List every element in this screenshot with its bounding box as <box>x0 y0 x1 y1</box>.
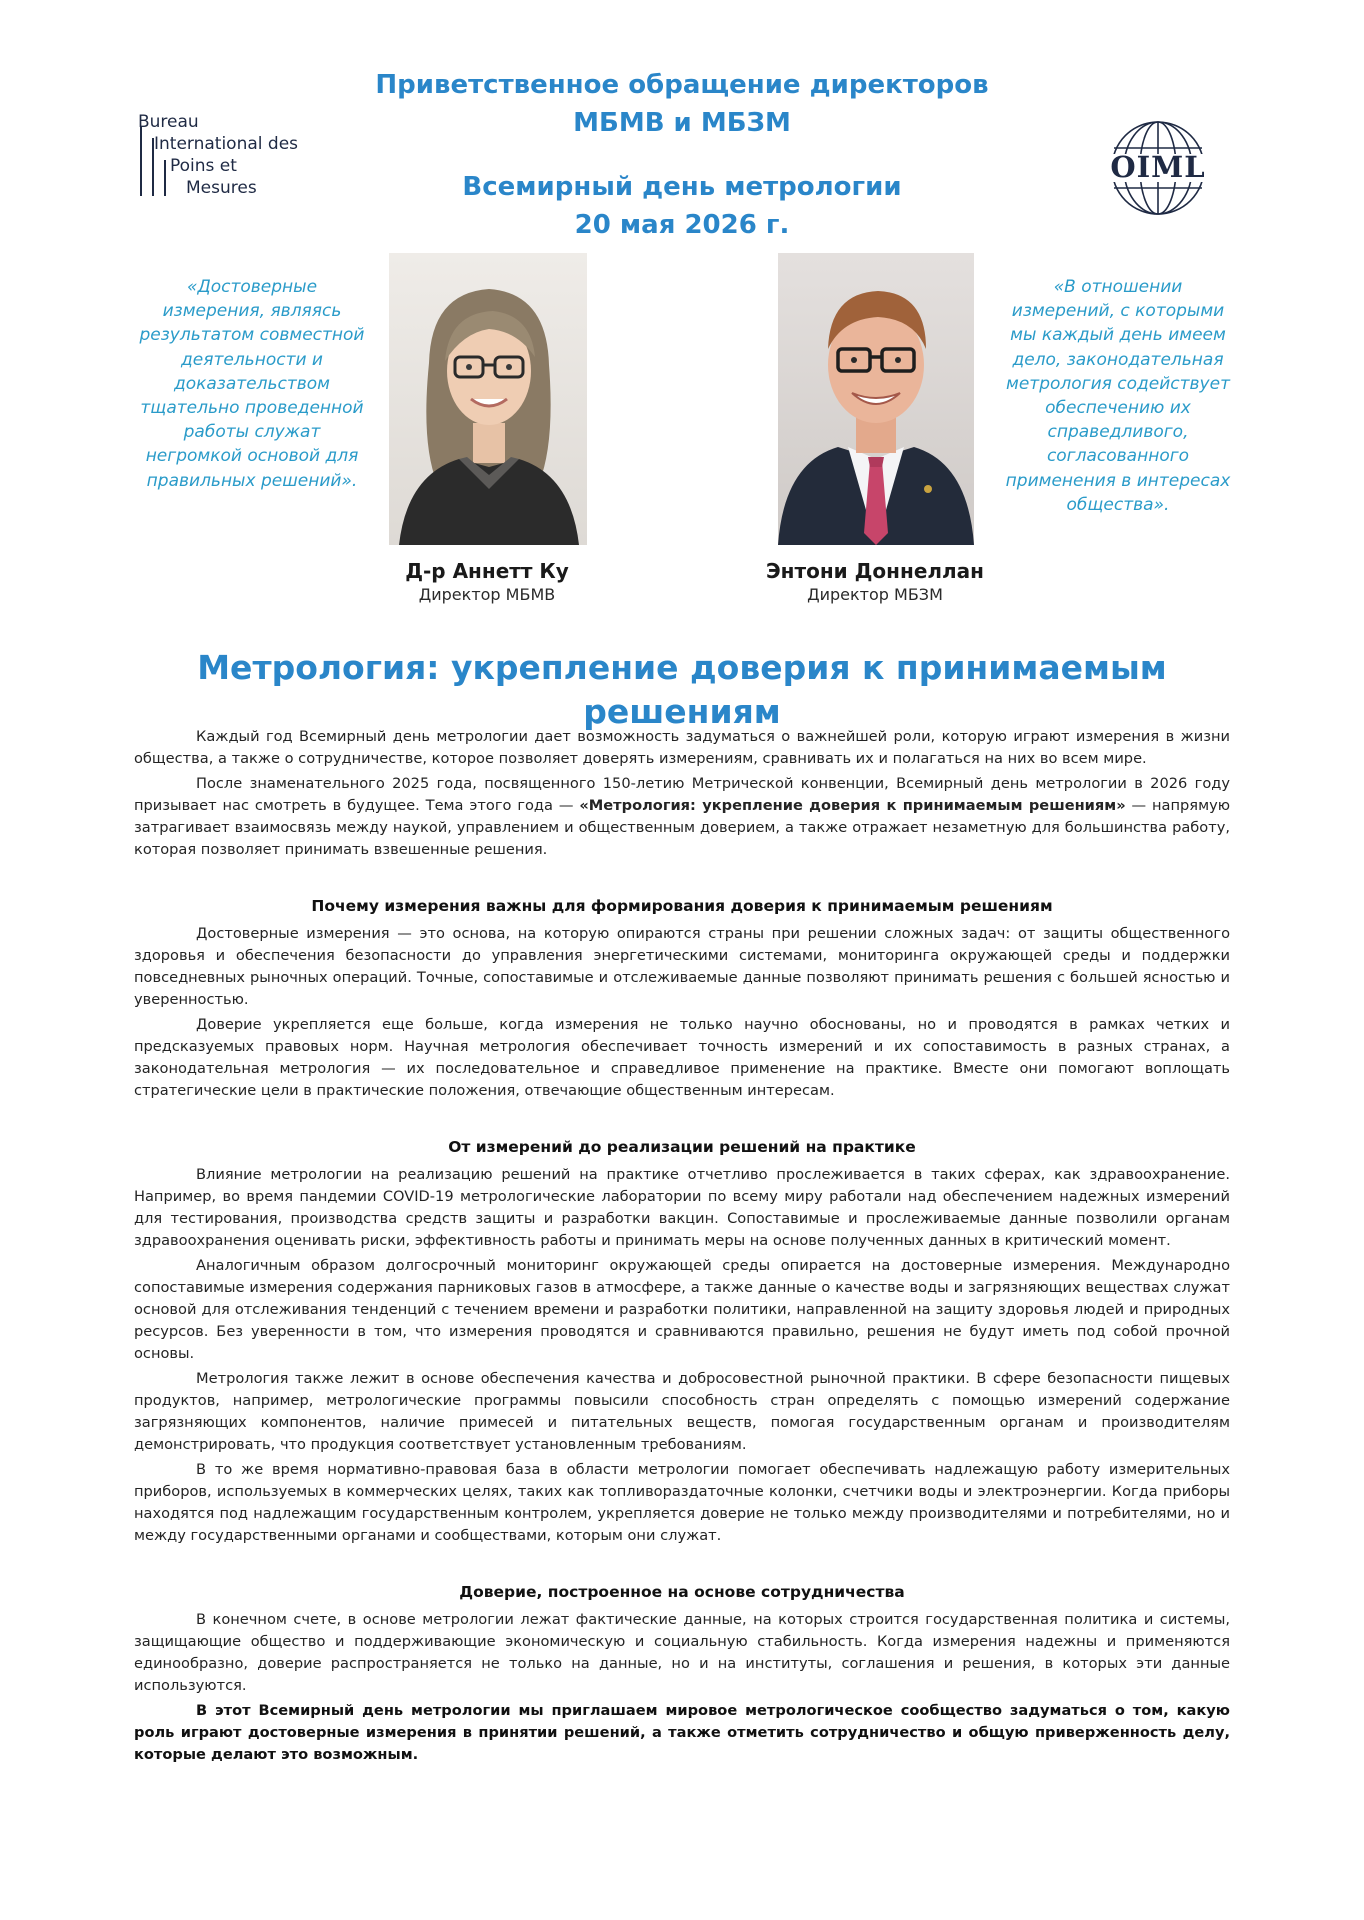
section-2-paragraph-2: Аналогичным образом долгосрочный мониторинг окружающей среды опирается на достоверные измерения. Международно сопоставимые измерения содержания парниковых газов в атмосфере, а также данные о качестве воды и загрязняющих веществах служат основой для отслеживания тенденций с течением времени и разработки политики, направленной на защиту здоровья людей и природных ресурсов. Без уверенности в том, что измерения проводятся и сравниваются правильно, решения не будут иметь под собой прочной основы. <box>134 1257 1230 1362</box>
bipm-word-4: Mesures <box>186 178 257 198</box>
intro-p2-text-b: — напрямую затрагивает взаимосвязь между наукой, управлением и общественным доверием, а также отражает незаметную для большинства работу, которая позволяет принимать взвешенные решения. <box>134 797 1231 858</box>
person-right-name: Энтони Доннеллан <box>766 559 984 583</box>
globe-icon <box>1100 118 1216 218</box>
person-left-name: Д-р Аннетт Ку <box>405 559 569 583</box>
title-line-2: МБМВ и МБЗМ <box>573 108 791 138</box>
person-right <box>748 558 1002 606</box>
bipm-word-3: Poins et <box>170 156 237 176</box>
quote-left: «Достоверные измерения, являясь результатом совместной деятельности и доказательством тщательно проведенной работы служат негромкой основой для правильных решений». <box>139 277 365 491</box>
person-left-role: Директор МБМВ <box>418 585 556 604</box>
section-3-heading: Доверие, построенное на основе сотрудничества <box>459 1583 905 1601</box>
bipm-logo <box>138 112 318 202</box>
oiml-logo <box>1100 118 1216 218</box>
intro-paragraph-1: Каждый год Всемирный день метрологии дает возможность задуматься о важнейшей роли, которую играют измерения в жизни общества, а также о сотрудничестве, которое позволяет доверять измерениям, сравнивать их и полагаться на них во всем мире. <box>134 728 1230 767</box>
bipm-word-1: Bureau <box>138 112 199 132</box>
intro-p2-text-a: После знаменательного 2025 года, посвященного 150-летию Метрической конвенции, Всемирный день метрологии в 2026 году призывает нас смотреть в будущее. Тема этого года — <box>134 775 1230 814</box>
section-3-paragraph-2-closing: В этот Всемирный день метрологии мы приглашаем мировое метрологическое сообщество задуматься о том, какую роль играют достоверные измерения в принятии решений, а также отметить сотрудничество и общую приверженность делу, которые делают это возможным. <box>134 1702 1230 1763</box>
title-line-3: Всемирный день метрологии <box>462 172 902 202</box>
section-2-paragraph-1: Влияние метрологии на реализацию решений на практике отчетливо прослеживается в таких сферах, как здравоохранение. Например, во время пандемии COVID-19 метрологические лаборатории по всему миру работали над обеспечением надежных измерений для тестирования, производства средств защиты и разработки вакцин. Сопоставимые и прослеживаемые данные позволили органам здравоохранения оценивать риски, эффективность работы и принимать меры на основе полученных данных в критический момент. <box>134 1166 1230 1249</box>
main-heading: Метрология: укрепление доверия к принимаемым решениям <box>197 648 1167 731</box>
section-2-paragraph-4: В то же время нормативно-правовая база в области метрологии помогает обеспечивать надлежащую работу измерительных приборов, используемых в коммерческих целях, таких как топливораздаточные колонки, счетчики воды и электроэнергии. Когда приборы находятся под надлежащим государственным контролем, укрепляется доверие не только между производителями и потребителями, но и между государственными органами и сообществами, которым они служат. <box>134 1461 1230 1544</box>
section-1-heading: Почему измерения важны для формирования доверия к принимаемым решениям <box>311 897 1053 915</box>
page-title <box>350 66 1014 244</box>
section-1-paragraph-1: Достоверные измерения — это основа, на которую опираются страны при решении сложных задач: от защиты общественного здоровья и обеспечения безопасности до управления энергетическими системами, мониторинга окружающей среды и поддержки повседневных рыночных операций. Точные, сопоставимые и отслеживаемые данные позволяют принимать решения с большей ясностью и уверенностью. <box>134 925 1230 1008</box>
title-line-1: Приветственное обращение директоров <box>375 70 989 100</box>
bipm-word-2: International des <box>154 134 299 154</box>
title-line-4: 20 мая 2026 г. <box>574 210 790 240</box>
section-1-paragraph-2: Доверие укрепляется еще больше, когда измерения не только научно обоснованы, но и проводятся в рамках четких и предсказуемых правовых норм. Научная метрология обеспечивает точность измерений и их сопоставимость в разных странах, а законодательная метрология — их последовательное и справедливое применение на практике. Вместе они помогают воплощать стратегические цели в практические положения, отвечающие общественным интересам. <box>134 1016 1230 1099</box>
section-3-paragraph-1: В конечном счете, в основе метрологии лежат фактические данные, на которых строится государственная политика и системы, защищающие общество и поддерживающие экономическую и социальную стабильность. Когда измерения надежны и применяются единообразно, доверие распространяется не только на данные, но и на институты, соглашения и решения, в которых эти данные используются. <box>134 1611 1230 1694</box>
oiml-wordmark: OIML <box>1110 150 1206 184</box>
person-left <box>360 558 614 606</box>
section-2-paragraph-3: Метрология также лежит в основе обеспечения качества и добросовестной рыночной практики. В сфере безопасности пищевых продуктов, например, метрологические программы повысили способность стран определять с помощью измерений содержание загрязняющих компонентов, наличие примесей и питательных веществ, помогая государственным органам и производителям демонстрировать, что продукция соответствует установленным требованиям. <box>134 1370 1230 1453</box>
quote-right: «В отношении измерений, с которыми мы каждый день имеем дело, законодательная метрология содействует обеспечению их справедливого, согласованного применения в интересах общества». <box>1005 277 1231 515</box>
section-2-heading: От измерений до реализации решений на практике <box>448 1138 916 1156</box>
portrait-annette-koo <box>389 253 587 545</box>
portrait-anthony-donnellan <box>778 253 974 545</box>
person-right-role: Директор МБЗМ <box>807 585 943 604</box>
intro-p2-theme: «Метрология: укрепление доверия к принимаемым решениям» <box>579 797 1126 814</box>
article-body <box>134 726 1230 1769</box>
intro-paragraph-2 <box>134 773 1230 861</box>
